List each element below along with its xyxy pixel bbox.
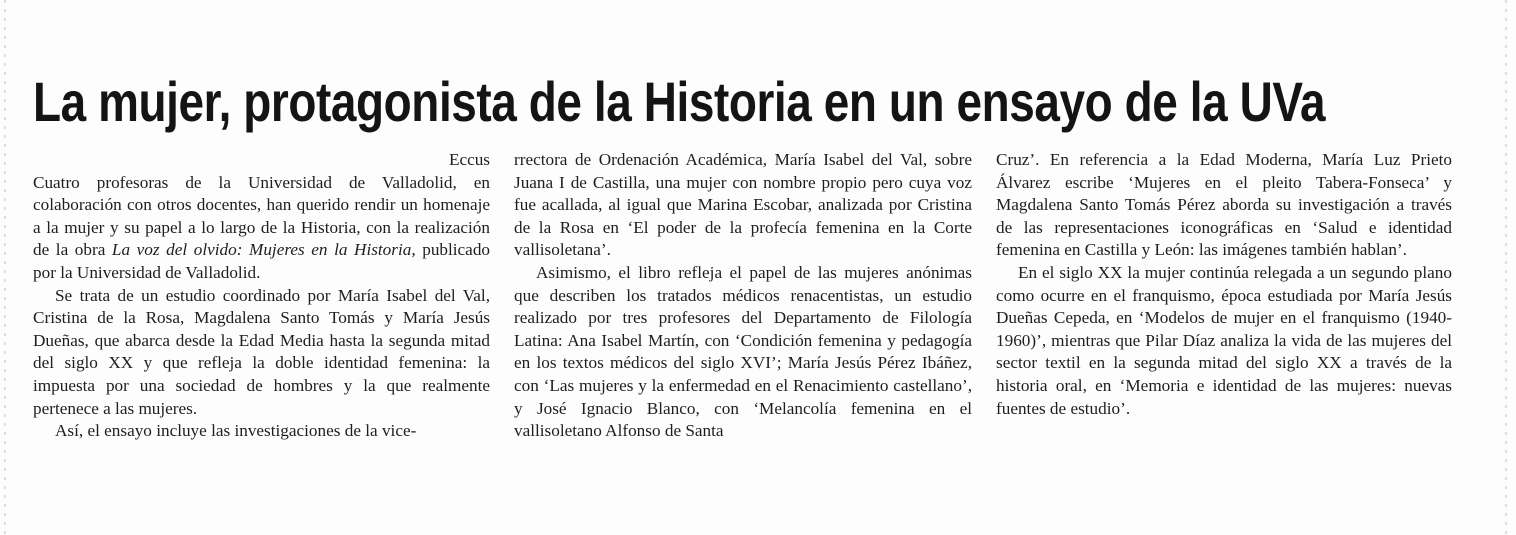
column-2-paragraph-1: rrectora de Ordenación Académica, María Isabel del Val, sobre Juana I de Castilla, una mujer con nombre propio pero cuya voz fue acallada, al igual que Marina Escobar, analizada por Cristina de la Rosa en ‘El poder de la profecía femenina en la Corte vallisoletana’.	[514, 150, 972, 260]
paragraph-text: Cuatro profesoras de la Universidad de Valladolid, en colaboración con otros docentes, han querido rendir un homenaje a la mujer y su papel a lo largo de la Historia, con la realización de la obra	[33, 172, 490, 260]
scan-edge-left	[4, 0, 6, 535]
column-3-paragraph-1: Cruz’. En referencia a la Edad Moderna, María Luz Prieto Álvarez escribe ‘Mujeres en el pleito Tabera-Fonseca’ y Magdalena Santo Tomás Pérez aborda su investigación a través de las representaciones iconográficas en ‘Salud e identidad femenina en Castilla y León: las imágenes también hablan’.	[996, 150, 1452, 260]
article-byline: Eccus	[448, 150, 490, 169]
column-1-paragraph-1	[33, 172, 490, 285]
column-3-paragraph-2: En el siglo XX la mujer continúa relegada a un segundo plano como ocurre en el franquismo, época estudiada por María Jesús Dueñas Cepeda, en ‘Modelos de mujer en el franquismo (1940-1960)’, mientras que Pilar Díaz analiza la vida de las mujeres del sector textil en la segunda mitad del siglo XX a través de la historia oral, en ‘Memoria e identidad de las mujeres: nuevas fuentes de estudio’.	[996, 262, 1452, 418]
article-column-1	[33, 149, 490, 443]
book-title: La voz del olvido: Mujeres en la Historia	[111, 240, 412, 260]
article-column-2	[514, 149, 972, 443]
column-1-paragraph-2: Se trata de un estudio coordinado por María Isabel del Val, Cristina de la Rosa, Magdalena Santo Tomás y María Jesús Dueñas, que abarca desde la Edad Media hasta la segunda mitad del siglo XX y que refleja la doble identidad femenina: la impuesta por una sociedad de hombres y la que realmente pertenece a las mujeres.	[33, 285, 490, 418]
column-2-paragraph-2: Asimismo, el libro refleja el papel de las mujeres anónimas que describen los tratados médicos renacentistas, un estudio realizado por tres profesores del Departamento de Filología Latina: Ana Isabel Martín, con ‘Condición femenina y pedagogía en los textos médicos del siglo XVI’; María Jesús Pérez Ibáñez, con ‘Las mujeres y la enfermedad en el Renacimiento castellano’, y José Ignacio Blanco, con ‘Melancolía femenina en el vallisoletano Alfonso de Santa	[514, 262, 972, 441]
column-1-paragraph-3: Así, el ensayo incluye las investigaciones de la vice-	[55, 421, 417, 441]
paragraph-text: , publicado por la Universidad de Valladolid.	[33, 240, 491, 282]
scan-edge-right	[1505, 0, 1507, 535]
article-column-3	[996, 149, 1452, 420]
article-headline: La mujer, protagonista de la Historia en un ensayo de la UVa	[33, 70, 1326, 133]
